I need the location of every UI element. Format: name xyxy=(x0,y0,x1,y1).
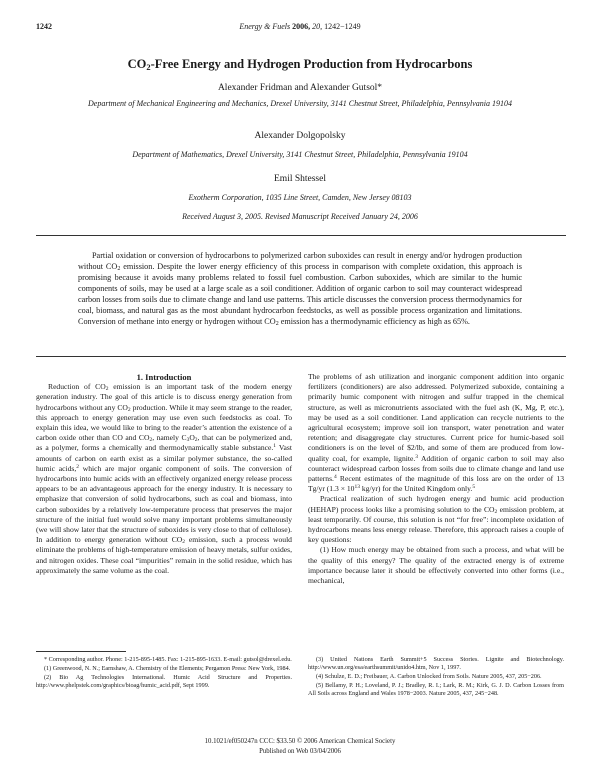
intro-paragraph: Reduction of $CO_2$ emission is an important task of the modern energy generation industry. The goal of this article is to discuss energy generation from hydrocarbons without any $CO_2$ production. While it may seem strange to the reader, this approach to energy generation may use even such feedstocks as coal. To explain this idea, we would like to bring to the reader’s attention the existence of a carbon oxide other than CO and $CO_2$, namely $C_3O_2$, that can be polymerized and, as a polymer, forms a chemically and thermodynamically stable substance.$^1$ Vast amounts of carbon on earth exist as a similar polymer substance, the so-called humic acids,$^2$ which are major organic component of soils. The conversion of hydrocarbons into humic acids with an effectively organized energy release process appears to be an advantageous approach for the energy industry. It is necessary to emphasize that conversion of solid hydrocarbons, such as coal and biomass, into carbon suboxides by a relatively low-temperature process that preserves the major structure of the initial fuel would solve many important problems simultaneously (we will show later that the structure of suboxides is very close to that of cellulose). In addition to energy generation without $CO_2$ emission, such a process would eliminate the problems of high-temperature emission of heavy metals, sulfur oxides, and nitrogen oxides. These coal “impurities” remain in the solid residue, which has approximately the same volume as the coal. xyxy=(36,382,293,575)
published-date: Published on Web 03/04/2006 xyxy=(259,748,341,755)
footnote-rule-left xyxy=(36,651,126,652)
footnote: (2) Bio Ag Technologies International. Humic Acid Structure and Properties. http://www.phelpstek.com/graphics/bioag/humic_acid.pdf, Sept 1999. xyxy=(36,674,292,689)
author-line-2: Alexander Dolgopolsky xyxy=(254,131,346,141)
question-1-paragraph: (1) How much energy may be obtained from such a process, and what will be the quality of this energy? The quality of the extracted energy is of extreme importance because later it should be effectively converted into other forms (i.e., mechanical, xyxy=(308,545,564,586)
footnote: (1) Greenwood, N. N.; Earnshaw, A. Chemistry of the Elements; Pergamon Press: New York, 1984. xyxy=(44,665,291,672)
section-heading: 1. Introduction xyxy=(136,372,192,382)
journal-name: Energy & Fuels xyxy=(239,22,291,31)
affiliation-1: Department of Mechanical Engineering and Mechanics, Drexel University, 3141 Chestnut Street, Philadelphia, Pennsylvania 19104 xyxy=(88,99,512,108)
footnotes-left xyxy=(36,656,292,691)
continued-paragraph: The problems of ash utilization and inorganic component addition into organic fertilizers (conditioners) are also addressed. Polymerized suboxide, containing a primarily humic component with nitrogen and sulfur trapped in the chemical structure, as well as micronutrients associated with the fuel ash (K, Mg, P, etc.), may be used as a soil conditioner. Land application can recycle nutrients to the agricultural ecosystem; improve soil ion transport, water penetration and water retention; and disaggregate clay structures. Current price for humic-based soil conditioners is on the level of $2/lb, and some of them are produced from low-quality coal, for example, lignite.$^3$ Addition of organic carbon to soil may also counteract widespread carbon losses from soils due to climate change and land use patterns.$^4$ Recent estimates of the magnitude of this loss are on the order of 13 Tg/yr ($1.3 \times 10^{13}$ kg/yr) for the United Kingdom only.$^5$ xyxy=(308,372,564,494)
abstract: Partial oxidation or conversion of hydrocarbons to polymerized carbon suboxides can result in energy and/or hydrogen production without $CO_2$ emission. Despite the lower energy efficiency of this process in comparison with complete oxidation, this approach is promising because it avoids many problems related to fossil fuel combustion. Carbon suboxides, which are similar to the humic components of soils, may be used at a large scale as a soil conditioner. Addition of organic carbon to soil may counteract widespread carbon losses from soils due to climate change and land use patterns. This article discusses the conversion process thermodynamics for coal, biomass, and natural gas as the most abundant hydrocarbon feedstocks, as well as possible process organization and limitations. Conversion of methane into energy or hydrogen without $CO_2$ emission has a thermodynamic efficiency as high as 65%. xyxy=(78,251,522,327)
left-column xyxy=(36,372,292,576)
right-column xyxy=(308,372,564,586)
received-dates: Received August 3, 2005. Revised Manuscript Received January 24, 2006 xyxy=(182,212,418,221)
footnotes-right xyxy=(308,656,564,699)
divider-top xyxy=(36,235,566,236)
journal-volume: 20, xyxy=(312,22,323,31)
footnote: (4) Schulze, E. D.; Freibauer, A. Carbon Unlocked from Soils. Nature 2005, 437, 205−206. xyxy=(316,673,542,680)
journal-pages: 1242−1249 xyxy=(324,22,361,31)
page-number: 1242 xyxy=(36,22,52,31)
running-header xyxy=(0,22,600,32)
affiliation-2: Department of Mathematics, Drexel University, 3141 Chestnut Street, Philadelphia, Pennsylvania 19104 xyxy=(132,150,468,159)
affiliation-3: Exotherm Corporation, 1035 Line Street, Camden, New Jersey 08103 xyxy=(188,193,412,202)
divider-bottom xyxy=(36,356,566,357)
footnote: * Corresponding author. Phone: 1-215-895-1485. Fax: 1-215-895-1633. E-mail: gutsol@drexel.edu. xyxy=(44,656,292,663)
footnote: (5) Bellamy, P. H.; Loveland, P. J.; Bradley, R. I.; Lark, R. M.; Kirk, G. J. D. Carbon Losses from All Soils across England and Wales 1978−2003. Nature 2005, 437, 245−248. xyxy=(308,682,564,697)
author-line-3: Emil Shtessel xyxy=(274,174,326,184)
journal-year: 2006, xyxy=(292,22,311,31)
footnote: (3) United Nations Earth Summit+5 Success Stories. Lignite and Biotechnology. http://www.un.org/esa/earthsummit/unido4.htm, Nov 1, 1997. xyxy=(308,656,564,671)
hehap-paragraph: Practical realization of such hydrogen energy and humic acid production (HEHAP) process looks like a promising solution to the $CO_2$ emission problem, at least temporarily. Of course, this solution is not “for free”: incomplete oxidation of hydrocarbons means less energy release. Therefore, this approach raises a couple of key questions: xyxy=(308,494,564,545)
article-title: $CO_2$-Free Energy and Hydrogen Production from Hydrocarbons xyxy=(127,57,473,72)
author-line-1: Alexander Fridman and Alexander Gutsol* xyxy=(217,83,383,93)
doi-line: 10.1021/ef050247n CCC: $33.50 © 2006 American Chemical Society xyxy=(204,738,396,745)
